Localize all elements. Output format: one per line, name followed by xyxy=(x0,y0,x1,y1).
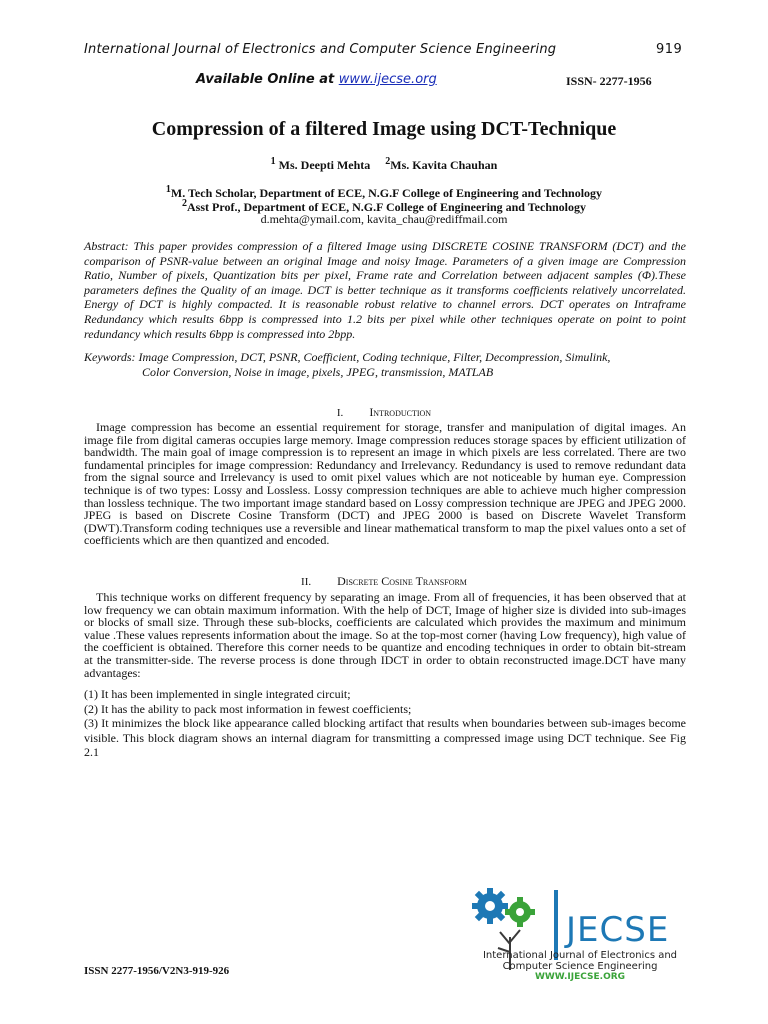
aff2-text: Asst Prof., Department of ECE, N.G.F College of Engineering and Technology xyxy=(187,200,586,214)
keywords-line1: Keywords: Image Compression, DCT, PSNR, Coefficient, Coding technique, Filter, Decompression, Simulink, xyxy=(84,350,611,364)
section-heading-introduction xyxy=(0,405,768,420)
aff1-superscript: 1 xyxy=(165,184,171,195)
paper-title: Compression of a filtered Image using DCT-Technique xyxy=(151,118,617,140)
journal-name: International Journal of Electronics and Computer Science Engineering xyxy=(84,42,557,57)
authors-line xyxy=(0,156,768,173)
logo-caption-line2: Computer Science Engineering xyxy=(502,961,658,972)
section-title: Introduction xyxy=(369,405,432,419)
list-item: (1) It has been implemented in single integrated circuit; xyxy=(84,687,351,701)
footer-issn-code: ISSN 2277-1956/V2N3-919-926 xyxy=(84,965,230,977)
section-heading-dct xyxy=(0,574,768,589)
section-title: Discrete Cosine Transform xyxy=(337,574,467,588)
keywords-line2: Color Conversion, Noise in image, pixels, JPEG, transmission, MATLAB xyxy=(142,364,494,379)
section-number: II. xyxy=(301,576,312,588)
aff2-superscript: 2 xyxy=(182,198,187,209)
green-gear-icon xyxy=(505,897,535,927)
list-item: (2) It has the ability to pack most information in fewest coefficients; xyxy=(84,701,412,716)
section-number: I. xyxy=(336,407,344,419)
author-emails: d.mehta@ymail.com, kavita_chau@rediffmail.com xyxy=(260,212,508,226)
list-item: (3) It minimizes the block like appearance called blocking artifact that results when boundaries between sub-images become visible. This block diagram shows an internal diagram for transmitting a compressed image using DCT technique. See Fig 2.1 xyxy=(84,716,686,760)
availability-line xyxy=(196,72,437,87)
aff1-text: M. Tech Scholar, Department of ECE, N.G.F College of Engineering and Technology xyxy=(170,186,603,200)
introduction-paragraph: Image compression has become an essential requirement for storage, transfer and manipulation of digital images. An image file from digital cameras occupies large memory. Image compression reduces storage spaces by efficient utilization of bandwidth. The main goal of image compression is to represent an image in which pixels are less correlated. There are two fundamental principles for image compression: Redundancy and Irrelevancy. Redundancy is used to remove redundant data from the signal source and Irrelevancy is used to omit pixel values which are not noticeable by human eye. Compression technique is of two types: Lossy and Lossless. Lossy compression techniques are able to achieve much higher compression than lossless technique. The two important image standard based on Lossy compression technique are JPEG and JPEG 2000. JPEG is based on Discrete Cosine Transform (DCT) and JPEG 2000 is based on Discrete Wavelet Transform (DWT).Transform coding techniques use a reversible and linear mathematical transform to map the pixel values onto a set of coefficients which are then quantized and encoded. xyxy=(84,420,686,548)
page-number: 919 xyxy=(656,42,683,57)
dct-paragraph: This technique works on different frequency by separating an image. From all of frequencies, it has been observed that at low frequency we can obtain maximum information. With the help of DCT, Image of higher size is divided into sub-images or blocks of small size. Through these sub-blocks, coefficients are calculated which provides the maximum and minimum value .These values represents information about the image. So at the top-most corner (having Low frequency), high value of the coefficient is obtained. Therefore this corner needs to be quantize and encoding techniques in order to obtain bit-stream at the transmitter-side. The reverse process is done through IDCT in order to obtain reconstructed image.DCT have many advantages: xyxy=(84,590,686,680)
author1-name: Ms. Deepti Mehta xyxy=(275,158,371,172)
logo-brand-text: JECSE xyxy=(566,910,670,950)
logo-caption-line1: International Journal of Electronics and xyxy=(482,950,678,961)
author1-superscript: 1 xyxy=(270,156,276,167)
author2-superscript: 2 xyxy=(385,156,391,167)
availability-prefix: Available Online at xyxy=(196,72,339,87)
abstract: Abstract: This paper provides compression of a filtered Image using DISCRETE COSINE TRANSFORM (DCT) and the comparison of PSNR-value between an original Image and noisy Image. Parameters of a given image are Compression Ratio, Number of pixels, Quantization bits per pixel, Frame rate and Correlation between adjacent samples (Φ).These parameters defines the Quality of an image. DCT is better technique as it transforms coefficients relatively uncorrelated. Energy of DCT is highly compacted. It is reasonable robust relative to channel errors. DCT operates on Intraframe Redundancy which results 6bpp is compressed into 1.2 bits per pixel while other techniques operate on point to point redundancy which results 6bpp is compressed into 2bpp. xyxy=(84,239,686,341)
logo-url: WWW.IJECSE.ORG xyxy=(534,972,626,982)
journal-url-link[interactable]: www.ijecse.org xyxy=(338,72,437,87)
keywords xyxy=(84,350,686,379)
issn-header: ISSN- 2277-1956 xyxy=(566,74,652,88)
author2-name: Ms. Kavita Chauhan xyxy=(390,158,498,172)
blue-gear-icon xyxy=(472,888,508,924)
logo-caption xyxy=(470,950,690,972)
advantages-list xyxy=(84,687,686,760)
